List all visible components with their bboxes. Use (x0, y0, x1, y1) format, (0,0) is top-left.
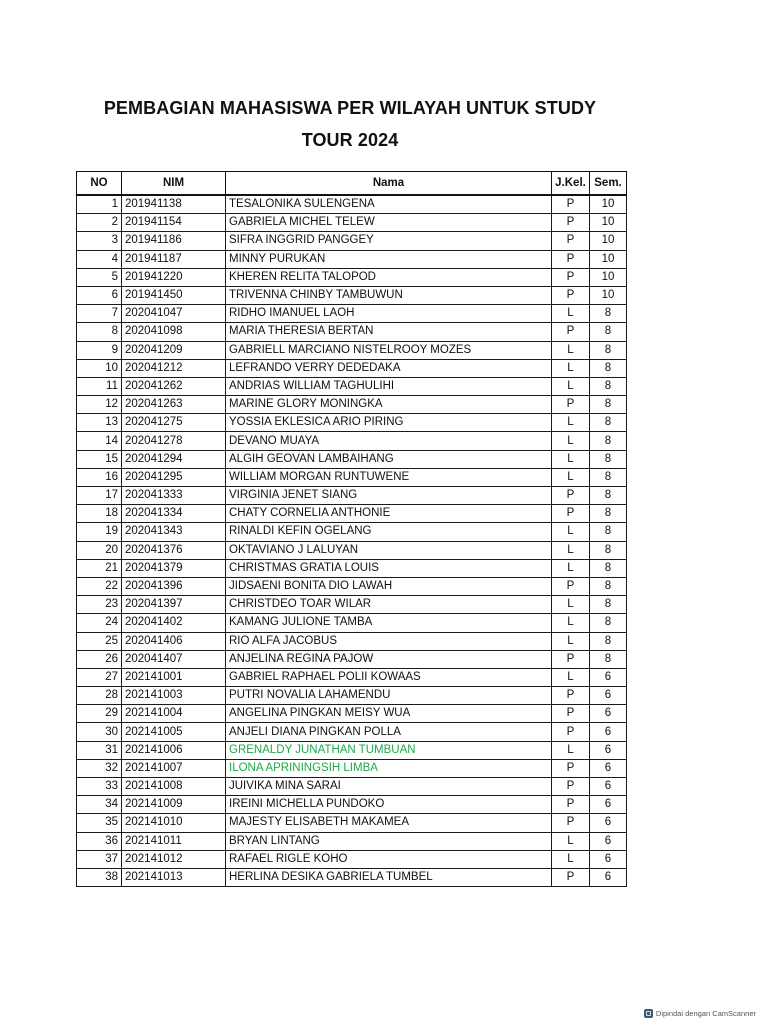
table-row (77, 305, 627, 323)
row-nama: GABRIELL MARCIANO NISTELROOY MOZES (226, 341, 552, 359)
row-nim: 202041212 (122, 359, 226, 377)
row-nama: CHRISTDEO TOAR WILAR (226, 596, 552, 614)
row-jenis-kelamin: L (552, 632, 590, 650)
row-semester: 8 (590, 359, 627, 377)
row-nama: RIO ALFA JACOBUS (226, 632, 552, 650)
row-no: 36 (77, 832, 122, 850)
row-nim: 202041397 (122, 596, 226, 614)
row-semester: 6 (590, 814, 627, 832)
row-semester: 8 (590, 596, 627, 614)
row-no: 14 (77, 432, 122, 450)
row-nim: 202141011 (122, 832, 226, 850)
row-nim: 202041343 (122, 523, 226, 541)
row-no: 34 (77, 796, 122, 814)
row-no: 17 (77, 487, 122, 505)
table-row (77, 487, 627, 505)
table-row (77, 778, 627, 796)
row-semester: 8 (590, 323, 627, 341)
row-nama: BRYAN LINTANG (226, 832, 552, 850)
table-row (77, 414, 627, 432)
row-nama: PUTRI NOVALIA LAHAMENDU (226, 687, 552, 705)
table-row (77, 687, 627, 705)
row-semester: 8 (590, 523, 627, 541)
scanner-watermark-text: Dipindai dengan CamScanner (655, 1009, 756, 1018)
row-nim: 202141010 (122, 814, 226, 832)
row-nama: JIDSAENI BONITA DIO LAWAH (226, 577, 552, 595)
table-row (77, 868, 627, 886)
row-jenis-kelamin: P (552, 687, 590, 705)
row-nama: MINNY PURUKAN (226, 250, 552, 268)
row-nama: MARIA THERESIA BERTAN (226, 323, 552, 341)
row-jenis-kelamin: L (552, 377, 590, 395)
row-semester: 8 (590, 377, 627, 395)
row-semester: 8 (590, 577, 627, 595)
table-row (77, 668, 627, 686)
table-row (77, 759, 627, 777)
row-semester: 6 (590, 796, 627, 814)
row-nim: 202141001 (122, 668, 226, 686)
row-jenis-kelamin: L (552, 541, 590, 559)
row-no: 9 (77, 341, 122, 359)
table-row (77, 796, 627, 814)
row-nama: ANGELINA PINGKAN MEISY WUA (226, 705, 552, 723)
row-nama: CHRISTMAS GRATIA LOUIS (226, 559, 552, 577)
row-nama: MAJESTY ELISABETH MAKAMEA (226, 814, 552, 832)
row-jenis-kelamin: L (552, 668, 590, 686)
row-semester: 8 (590, 432, 627, 450)
row-nama: ANJELI DIANA PINGKAN POLLA (226, 723, 552, 741)
row-nim: 201941220 (122, 268, 226, 286)
row-semester: 10 (590, 286, 627, 304)
row-jenis-kelamin: L (552, 450, 590, 468)
row-semester: 8 (590, 468, 627, 486)
row-jenis-kelamin: L (552, 614, 590, 632)
table-row (77, 468, 627, 486)
row-semester: 8 (590, 305, 627, 323)
row-no: 16 (77, 468, 122, 486)
table-row (77, 268, 627, 286)
row-nama: ILONA APRININGSIH LIMBA (226, 759, 552, 777)
row-nama: ANJELINA REGINA PAJOW (226, 650, 552, 668)
row-jenis-kelamin: P (552, 232, 590, 250)
row-jenis-kelamin: P (552, 868, 590, 886)
row-nama: SIFRA INGGRID PANGGEY (226, 232, 552, 250)
row-nama: KHEREN RELITA TALOPOD (226, 268, 552, 286)
row-nim: 202041098 (122, 323, 226, 341)
table-row (77, 577, 627, 595)
row-jenis-kelamin: P (552, 268, 590, 286)
row-semester: 10 (590, 214, 627, 232)
row-jenis-kelamin: L (552, 832, 590, 850)
row-semester: 8 (590, 541, 627, 559)
row-no: 13 (77, 414, 122, 432)
row-nim: 202141003 (122, 687, 226, 705)
table-row (77, 614, 627, 632)
row-nim: 202041406 (122, 632, 226, 650)
row-nim: 201941450 (122, 286, 226, 304)
table-row (77, 705, 627, 723)
row-nim: 202041294 (122, 450, 226, 468)
row-jenis-kelamin: L (552, 359, 590, 377)
row-semester: 8 (590, 414, 627, 432)
table-row (77, 214, 627, 232)
table-row (77, 450, 627, 468)
row-nim: 202041379 (122, 559, 226, 577)
table-row (77, 850, 627, 868)
row-semester: 6 (590, 850, 627, 868)
table-row (77, 596, 627, 614)
page-title-line-2: TOUR 2024 (301, 130, 399, 150)
row-semester: 10 (590, 232, 627, 250)
page-title (60, 92, 640, 156)
page-title-line-1: PEMBAGIAN MAHASISWA PER WILAYAH UNTUK STUDY (103, 98, 597, 118)
row-semester: 8 (590, 632, 627, 650)
table-row (77, 723, 627, 741)
row-no: 32 (77, 759, 122, 777)
row-semester: 8 (590, 650, 627, 668)
row-no: 25 (77, 632, 122, 650)
row-jenis-kelamin: P (552, 195, 590, 214)
table-row (77, 559, 627, 577)
row-nim: 202141005 (122, 723, 226, 741)
row-jenis-kelamin: P (552, 214, 590, 232)
table-body (77, 195, 627, 887)
row-jenis-kelamin: L (552, 741, 590, 759)
table-header-row (77, 172, 627, 196)
row-nama: RAFAEL RIGLE KOHO (226, 850, 552, 868)
table-row (77, 286, 627, 304)
row-jenis-kelamin: P (552, 723, 590, 741)
row-nim: 202041263 (122, 396, 226, 414)
row-nama: YOSSIA EKLESICA ARIO PIRING (226, 414, 552, 432)
row-nama: GRENALDY JUNATHAN TUMBUAN (226, 741, 552, 759)
row-nama: OKTAVIANO J LALUYAN (226, 541, 552, 559)
row-no: 21 (77, 559, 122, 577)
row-no: 7 (77, 305, 122, 323)
row-no: 3 (77, 232, 122, 250)
row-nama: RINALDI KEFIN OGELANG (226, 523, 552, 541)
row-nim: 202041334 (122, 505, 226, 523)
table-row (77, 377, 627, 395)
row-nim: 201941187 (122, 250, 226, 268)
table-row (77, 832, 627, 850)
row-no: 30 (77, 723, 122, 741)
row-nama: TESALONIKA SULENGENA (226, 195, 552, 214)
student-roster-table (76, 171, 627, 887)
row-no: 11 (77, 377, 122, 395)
row-nim: 202041278 (122, 432, 226, 450)
row-nama: WILLIAM MORGAN RUNTUWENE (226, 468, 552, 486)
row-semester: 6 (590, 705, 627, 723)
row-jenis-kelamin: P (552, 505, 590, 523)
row-jenis-kelamin: P (552, 250, 590, 268)
row-nim: 202141009 (122, 796, 226, 814)
row-semester: 6 (590, 778, 627, 796)
row-nim: 202041402 (122, 614, 226, 632)
row-jenis-kelamin: L (552, 523, 590, 541)
row-nim: 202041209 (122, 341, 226, 359)
row-nim: 202041407 (122, 650, 226, 668)
row-no: 4 (77, 250, 122, 268)
row-nim: 202041396 (122, 577, 226, 595)
row-semester: 8 (590, 559, 627, 577)
row-semester: 10 (590, 268, 627, 286)
row-semester: 6 (590, 723, 627, 741)
row-nama: ALGIH GEOVAN LAMBAIHANG (226, 450, 552, 468)
row-jenis-kelamin: P (552, 396, 590, 414)
row-semester: 8 (590, 614, 627, 632)
row-semester: 6 (590, 832, 627, 850)
row-nim: 202141008 (122, 778, 226, 796)
row-jenis-kelamin: L (552, 468, 590, 486)
table-row (77, 323, 627, 341)
row-no: 5 (77, 268, 122, 286)
table-row (77, 195, 627, 214)
camscanner-icon (644, 1009, 653, 1018)
row-jenis-kelamin: L (552, 850, 590, 868)
row-nim: 201941138 (122, 195, 226, 214)
row-nama: GABRIELA MICHEL TELEW (226, 214, 552, 232)
row-jenis-kelamin: L (552, 432, 590, 450)
table-row (77, 432, 627, 450)
row-jenis-kelamin: L (552, 414, 590, 432)
row-nim: 201941186 (122, 232, 226, 250)
table-row (77, 341, 627, 359)
row-nama: VIRGINIA JENET SIANG (226, 487, 552, 505)
row-nim: 202041262 (122, 377, 226, 395)
row-semester: 6 (590, 759, 627, 777)
row-jenis-kelamin: P (552, 759, 590, 777)
table-row (77, 359, 627, 377)
row-no: 2 (77, 214, 122, 232)
row-semester: 8 (590, 450, 627, 468)
row-no: 28 (77, 687, 122, 705)
table-row (77, 632, 627, 650)
row-nama: TRIVENNA CHINBY TAMBUWUN (226, 286, 552, 304)
row-nim: 202041047 (122, 305, 226, 323)
row-no: 1 (77, 195, 122, 214)
row-no: 19 (77, 523, 122, 541)
row-nama: DEVANO MUAYA (226, 432, 552, 450)
row-jenis-kelamin: P (552, 778, 590, 796)
header-nama: Nama (226, 172, 552, 196)
table-row (77, 505, 627, 523)
row-jenis-kelamin: P (552, 577, 590, 595)
row-jenis-kelamin: L (552, 305, 590, 323)
row-nim: 202041376 (122, 541, 226, 559)
row-nim: 201941154 (122, 214, 226, 232)
row-nim: 202141004 (122, 705, 226, 723)
row-nim: 202041333 (122, 487, 226, 505)
row-nim: 202141006 (122, 741, 226, 759)
row-jenis-kelamin: P (552, 487, 590, 505)
row-no: 18 (77, 505, 122, 523)
row-nama: MARINE GLORY MONINGKA (226, 396, 552, 414)
row-no: 26 (77, 650, 122, 668)
row-semester: 6 (590, 668, 627, 686)
row-no: 6 (77, 286, 122, 304)
table-row (77, 396, 627, 414)
table-row (77, 741, 627, 759)
row-no: 15 (77, 450, 122, 468)
row-no: 33 (77, 778, 122, 796)
table-row (77, 541, 627, 559)
row-semester: 10 (590, 250, 627, 268)
row-nim: 202141013 (122, 868, 226, 886)
row-nim: 202141012 (122, 850, 226, 868)
table-row (77, 250, 627, 268)
table-row (77, 814, 627, 832)
header-semester: Sem. (590, 172, 627, 196)
row-semester: 6 (590, 741, 627, 759)
header-nim: NIM (122, 172, 226, 196)
row-semester: 10 (590, 195, 627, 214)
row-semester: 8 (590, 396, 627, 414)
row-semester: 6 (590, 868, 627, 886)
row-nama: HERLINA DESIKA GABRIELA TUMBEL (226, 868, 552, 886)
row-semester: 8 (590, 487, 627, 505)
row-jenis-kelamin: P (552, 286, 590, 304)
header-jenis-kelamin: J.Kel. (552, 172, 590, 196)
row-nama: JUIVIKA MINA SARAI (226, 778, 552, 796)
row-jenis-kelamin: P (552, 323, 590, 341)
row-no: 37 (77, 850, 122, 868)
row-nim: 202141007 (122, 759, 226, 777)
row-no: 29 (77, 705, 122, 723)
row-jenis-kelamin: L (552, 559, 590, 577)
row-no: 22 (77, 577, 122, 595)
row-no: 24 (77, 614, 122, 632)
row-jenis-kelamin: P (552, 705, 590, 723)
header-no: NO (77, 172, 122, 196)
row-nama: KAMANG JULIONE TAMBA (226, 614, 552, 632)
row-nama: ANDRIAS WILLIAM TAGHULIHI (226, 377, 552, 395)
row-no: 27 (77, 668, 122, 686)
row-semester: 8 (590, 341, 627, 359)
scanner-watermark (644, 1009, 756, 1018)
row-jenis-kelamin: P (552, 796, 590, 814)
table-row (77, 650, 627, 668)
row-nama: GABRIEL RAPHAEL POLII KOWAAS (226, 668, 552, 686)
row-nama: RIDHO IMANUEL LAOH (226, 305, 552, 323)
row-semester: 6 (590, 687, 627, 705)
row-nama: CHATY CORNELIA ANTHONIE (226, 505, 552, 523)
row-jenis-kelamin: L (552, 341, 590, 359)
row-nama: IREINI MICHELLA PUNDOKO (226, 796, 552, 814)
row-nama: LEFRANDO VERRY DEDEDAKA (226, 359, 552, 377)
row-jenis-kelamin: P (552, 650, 590, 668)
row-no: 12 (77, 396, 122, 414)
row-no: 23 (77, 596, 122, 614)
row-no: 38 (77, 868, 122, 886)
row-semester: 8 (590, 505, 627, 523)
row-no: 10 (77, 359, 122, 377)
row-jenis-kelamin: L (552, 596, 590, 614)
row-no: 8 (77, 323, 122, 341)
table-row (77, 523, 627, 541)
row-jenis-kelamin: P (552, 814, 590, 832)
table-row (77, 232, 627, 250)
row-no: 31 (77, 741, 122, 759)
row-nim: 202041295 (122, 468, 226, 486)
row-no: 20 (77, 541, 122, 559)
row-nim: 202041275 (122, 414, 226, 432)
row-no: 35 (77, 814, 122, 832)
